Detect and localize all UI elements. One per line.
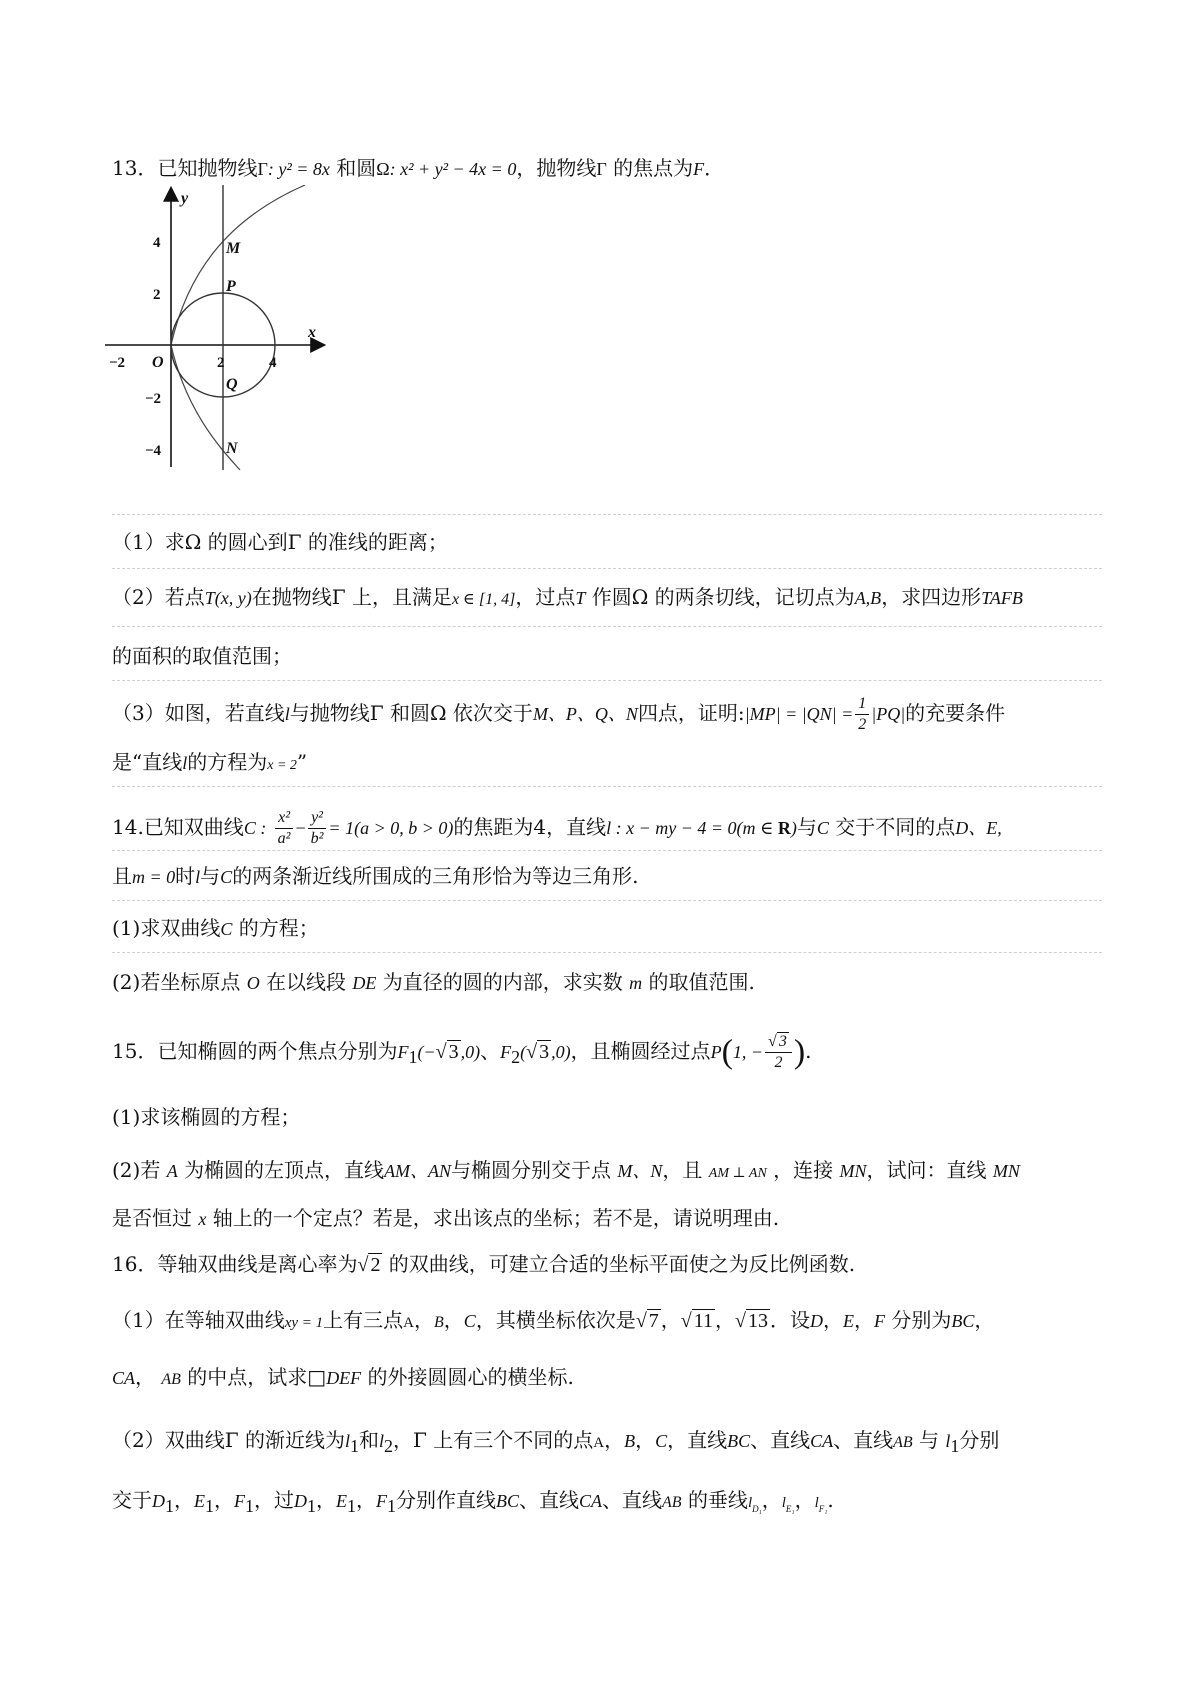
text: 已知双曲线	[143, 815, 244, 839]
text: ，过	[254, 1488, 294, 1512]
point-Q: Q	[226, 376, 238, 393]
math: T(x, y)	[204, 588, 252, 608]
radicand: 3	[778, 1033, 787, 1050]
text: ．	[704, 156, 725, 180]
math: l	[747, 1495, 753, 1511]
math: l	[781, 1495, 786, 1511]
text: ，	[443, 1308, 464, 1332]
q13-part2	[112, 587, 1023, 608]
text: 和圆	[336, 156, 377, 180]
text: 、直线	[750, 1428, 811, 1452]
text: ，	[794, 1488, 815, 1512]
text: 、直线	[833, 1428, 894, 1452]
math: CA	[112, 1368, 136, 1388]
fraction-y2-b2	[308, 808, 327, 849]
point-P: P	[226, 278, 236, 295]
text: 、	[480, 1039, 501, 1063]
text: 的两条渐近线所围成的三角形恰为等边三角形.	[232, 864, 639, 888]
numerator: x²	[275, 808, 294, 829]
sqrt-7: √ 7	[635, 1310, 659, 1332]
math: C	[463, 1311, 476, 1331]
subscript: 1	[347, 1496, 356, 1516]
math: 1, −	[732, 1042, 764, 1062]
text: ，	[660, 1308, 681, 1332]
text: ，试问：直线	[866, 1158, 987, 1182]
math: AM、AN	[384, 1161, 452, 1181]
text: 已知抛物线	[157, 156, 258, 180]
math: MN	[992, 1161, 1020, 1181]
math: m	[629, 973, 643, 993]
radicand: 2	[370, 1254, 381, 1276]
text: 的充要条件	[905, 701, 1006, 725]
math: E	[336, 1491, 347, 1511]
math: l	[814, 1495, 819, 1511]
math: x ∈ [1, 4]	[451, 591, 516, 608]
tick-y: −2	[145, 391, 162, 407]
text: ，其横坐标依次是	[475, 1308, 636, 1332]
sqrt-2: √ 2	[357, 1254, 381, 1276]
subscript: 2	[384, 1436, 393, 1456]
math: D	[810, 1311, 824, 1331]
math: l	[182, 753, 188, 773]
text: 分别为	[891, 1308, 952, 1332]
text: ，过点	[515, 585, 576, 609]
text: 且	[112, 864, 132, 888]
subscript: 1	[245, 1496, 254, 1516]
math: l	[284, 704, 290, 724]
text: 等轴双曲线是离心率为	[157, 1252, 358, 1276]
text: 和	[358, 1428, 379, 1452]
math: F	[234, 1491, 245, 1511]
text: （2）若点	[112, 585, 205, 609]
math: (−	[417, 1042, 436, 1062]
math: AB	[161, 1371, 181, 1388]
text: 、直线	[602, 1488, 663, 1512]
text: (2)若坐标原点	[112, 970, 241, 994]
text: .	[827, 1488, 834, 1512]
subscript: 1	[950, 1436, 960, 1456]
text: 的焦距为4，直线	[453, 815, 607, 839]
math: F	[376, 1491, 387, 1511]
math: B	[624, 1431, 636, 1451]
math: CA	[810, 1431, 834, 1451]
text: ，	[356, 1488, 376, 1512]
text: 的方程；	[238, 916, 319, 940]
math: T	[575, 588, 586, 608]
math: Γ	[596, 159, 607, 179]
math: DEF	[326, 1368, 362, 1388]
math: BC	[951, 1311, 975, 1331]
q14-part2	[112, 972, 755, 992]
math: R	[777, 818, 791, 838]
axis-label-y: y	[181, 190, 189, 207]
sqrt-11: √ 11	[680, 1310, 714, 1332]
divider	[112, 850, 1102, 851]
tick-y: 2	[153, 287, 161, 303]
math: ,0)	[551, 1042, 571, 1062]
text: 的方程为	[187, 750, 268, 774]
text: ，求四边形	[881, 585, 982, 609]
text: 的外接圆圆心的横坐标.	[367, 1365, 574, 1389]
text: 是“直线	[112, 750, 183, 774]
math: l	[945, 1431, 951, 1451]
tick-y: −4	[145, 443, 162, 459]
q13-part3	[112, 694, 1005, 735]
text: 的双曲线，可建立合适的坐标平面使之为反比例函数.	[388, 1252, 856, 1276]
math: x	[198, 1209, 207, 1229]
q13-part2-cont: 的面积的取值范围；	[112, 644, 292, 668]
sqrt-3: √ 3	[526, 1041, 550, 1063]
q15-number: 15．	[112, 1039, 158, 1063]
math: E	[194, 1491, 205, 1511]
math: C	[220, 867, 233, 887]
text: ，抛物线	[516, 156, 597, 180]
math: A	[593, 1435, 605, 1451]
text: ，直线	[667, 1428, 728, 1452]
math: m = 0	[132, 867, 176, 887]
text: .	[805, 1039, 812, 1063]
math: P	[710, 1042, 722, 1062]
text: 与	[200, 864, 221, 888]
tick-x: 2	[217, 355, 225, 371]
math: Γ	[257, 159, 268, 179]
text: ，	[214, 1488, 234, 1512]
fraction-x2-a2	[275, 808, 294, 849]
math: l	[195, 867, 201, 887]
q13-stem	[112, 158, 724, 178]
text: ，	[715, 1308, 736, 1332]
q14-stem: 14.已知双曲线C : $\frac{\text{x²}}{\text{a²}}$ − $\frac{\text{y²}}{\text{b²}}$ = 1(a > 0, b > 0)的焦距为4，直线l : x − my − 4 = 0(m ∈ R)与C 交于不同的点D、E,	[112, 809, 1002, 847]
subscript: 1	[408, 1047, 418, 1067]
q15-stem: 15．已知椭圆的两个焦点分别为$F_1(-√$ 3 ,0)、$F_2(√$ 3 ,0)，且椭圆经过点P(1, − $\frac{√ 3}{2}$ ).	[112, 1033, 812, 1071]
tick-y: 4	[153, 235, 161, 251]
text: ，	[974, 1308, 995, 1332]
math: BC	[727, 1431, 751, 1451]
math: = 1(a > 0, b > 0)	[328, 818, 454, 838]
math: O	[246, 973, 260, 993]
radicand: 13	[748, 1310, 769, 1332]
math: AM ⊥ AN	[708, 1166, 767, 1181]
denominator: 2	[774, 1054, 783, 1071]
text: ，	[316, 1488, 336, 1512]
math: A,B	[854, 588, 882, 608]
subscript: 1	[387, 1496, 396, 1516]
subscript: 1	[205, 1496, 214, 1516]
math: D	[152, 1491, 165, 1511]
math: ,0)	[460, 1042, 481, 1062]
math: BC	[496, 1491, 520, 1511]
q15-part2-cont	[112, 1208, 779, 1228]
text: 与抛物线Γ 和圆Ω 依次交于	[289, 701, 533, 725]
fraction-half	[855, 694, 869, 735]
math: xy = 1	[284, 1315, 324, 1331]
radicand: 11	[693, 1310, 714, 1332]
subscript: F₁	[818, 1504, 828, 1514]
math: : y² = 8x	[267, 159, 330, 179]
q13-part3-cont	[112, 752, 307, 773]
math: F	[500, 1042, 512, 1062]
text: 为椭圆的左顶点，直线	[184, 1158, 385, 1182]
math: M、P、Q、N	[532, 704, 638, 724]
math: E	[843, 1311, 855, 1331]
tick-x: −2	[109, 355, 126, 371]
text: ，	[823, 1308, 844, 1332]
math: D、E,	[955, 818, 1002, 838]
q14-stem-cont	[112, 866, 639, 886]
q13-number: 13．	[112, 156, 158, 180]
q13-part1: （1）求Ω 的圆心到Γ 的准线的距离；	[112, 530, 448, 554]
subscript: 1	[349, 1436, 359, 1456]
text: 的焦点为	[613, 156, 694, 180]
math: l	[344, 1431, 350, 1451]
origin-label: O	[152, 354, 164, 371]
math: )	[790, 818, 797, 838]
numerator: 1	[855, 694, 869, 715]
math: x = 2	[267, 758, 297, 773]
text: 四点，证明:	[637, 701, 745, 725]
divider	[112, 786, 1102, 787]
denominator: b²	[310, 830, 324, 847]
text: （2）双曲线Γ 的渐近线为	[112, 1428, 345, 1452]
text: ．设	[770, 1308, 811, 1332]
text: 、直线	[519, 1488, 580, 1512]
denominator: a²	[277, 830, 291, 847]
radicand: 3	[448, 1041, 459, 1063]
divider	[112, 514, 1102, 515]
text: 与椭圆分别交于点	[451, 1158, 612, 1182]
text: ，	[135, 1365, 156, 1389]
point-M: M	[226, 240, 241, 257]
q16-number: 16．	[112, 1252, 158, 1276]
divider	[112, 626, 1102, 627]
math: CA	[579, 1491, 603, 1511]
text: 的中点，试求	[187, 1365, 308, 1389]
subscript: 1	[307, 1496, 316, 1516]
text: 为直径的圆的内部，求实数	[382, 970, 623, 994]
math: AB	[662, 1494, 682, 1511]
fraction-sqrt3-over-2: $\frac{√ 3}{2}$	[765, 1032, 792, 1073]
parabola-circle-figure	[105, 185, 335, 470]
q16-part2	[112, 1428, 1000, 1456]
parabola-curve	[171, 185, 305, 470]
math: : x² + y² − 4x = 0	[389, 159, 517, 179]
text: (2)若	[112, 1158, 161, 1182]
text: 上有三点	[323, 1308, 404, 1332]
text: ，	[414, 1308, 435, 1332]
divider	[112, 568, 1102, 569]
math: F	[397, 1042, 409, 1062]
math: AB	[893, 1434, 913, 1451]
subscript: D₁	[752, 1504, 762, 1514]
text: 的垂线	[687, 1488, 748, 1512]
math: B	[434, 1314, 444, 1331]
q16-stem	[112, 1254, 855, 1275]
text: 轴上的一个定点？若是，求出该点的坐标；若不是，请说明理由.	[212, 1206, 780, 1230]
math: A	[166, 1161, 178, 1181]
text: ，	[604, 1428, 625, 1452]
text: 与	[919, 1428, 940, 1452]
subscript: 2	[511, 1047, 521, 1067]
subscript: 1	[165, 1496, 174, 1516]
text: (1)求双曲线	[112, 916, 221, 940]
math: |PQ|	[871, 704, 906, 724]
text: （3）如图，若直线	[112, 701, 285, 725]
denominator: 2	[858, 716, 867, 733]
radicand: 7	[648, 1310, 659, 1332]
math: F	[693, 159, 705, 179]
math: l	[378, 1431, 384, 1451]
text: 时	[175, 864, 196, 888]
math: MN	[839, 1161, 867, 1181]
sqrt-13: √ 13	[735, 1310, 769, 1332]
radicand: 3	[539, 1041, 550, 1063]
text: ，	[635, 1428, 656, 1452]
math: F	[874, 1311, 886, 1331]
divider	[112, 680, 1102, 681]
math: D	[294, 1491, 307, 1511]
text: 是否恒过	[112, 1206, 192, 1230]
math: C :	[243, 818, 267, 838]
text: 已知椭圆的两个焦点分别为	[157, 1039, 398, 1063]
text: （1）在等轴双曲线	[112, 1308, 285, 1332]
math: |MP| = |QN| =	[744, 704, 854, 724]
math: A	[403, 1315, 415, 1331]
math: M、N	[617, 1161, 663, 1181]
q16-part2-cont	[112, 1488, 834, 1516]
sqrt-3: √ 3	[435, 1041, 459, 1063]
tick-x: 4	[269, 355, 277, 371]
q16-part1-cont	[112, 1367, 574, 1388]
text: ，Γ 上有三个不同的点	[393, 1428, 594, 1452]
text: 的取值范围.	[648, 970, 755, 994]
divider	[112, 900, 1102, 901]
text: 交于不同的点	[835, 815, 956, 839]
q15-part2	[112, 1160, 1020, 1181]
text: ，且	[662, 1158, 703, 1182]
text: 与	[796, 815, 817, 839]
q15-part1: (1)求该椭圆的方程；	[112, 1105, 301, 1129]
text: ，	[174, 1488, 194, 1512]
text: ，且椭圆经过点	[570, 1039, 711, 1063]
divider	[112, 952, 1102, 953]
math: C	[816, 818, 829, 838]
q14-part1	[112, 918, 319, 938]
text: ，连接	[773, 1158, 834, 1182]
q16-part1	[112, 1310, 994, 1331]
math: C	[655, 1431, 668, 1451]
text: 交于	[112, 1488, 152, 1512]
math: l : x − my − 4 = 0(m ∈	[606, 818, 778, 838]
text: ”	[296, 750, 308, 774]
math: TAFB	[981, 588, 1023, 608]
subscript: E₁	[785, 1504, 795, 1514]
text: 在以线段	[266, 970, 347, 994]
math: Ω	[376, 159, 390, 179]
math: C	[220, 919, 233, 939]
triangle-glyph: □	[307, 1365, 327, 1389]
text: ，	[854, 1308, 875, 1332]
axis-label-x: x	[308, 324, 316, 341]
text: 作圆Ω 的两条切线，记切点为	[591, 585, 855, 609]
numerator: y²	[308, 808, 327, 829]
math: (	[520, 1042, 527, 1062]
math: DE	[352, 973, 377, 993]
text: ，	[761, 1488, 782, 1512]
text: 分别作直线	[396, 1488, 496, 1512]
point-N: N	[226, 440, 238, 457]
text: 在抛物线Γ 上，且满足	[251, 585, 452, 609]
q14-number: 14.	[112, 815, 144, 839]
text: 分别	[959, 1428, 1000, 1452]
